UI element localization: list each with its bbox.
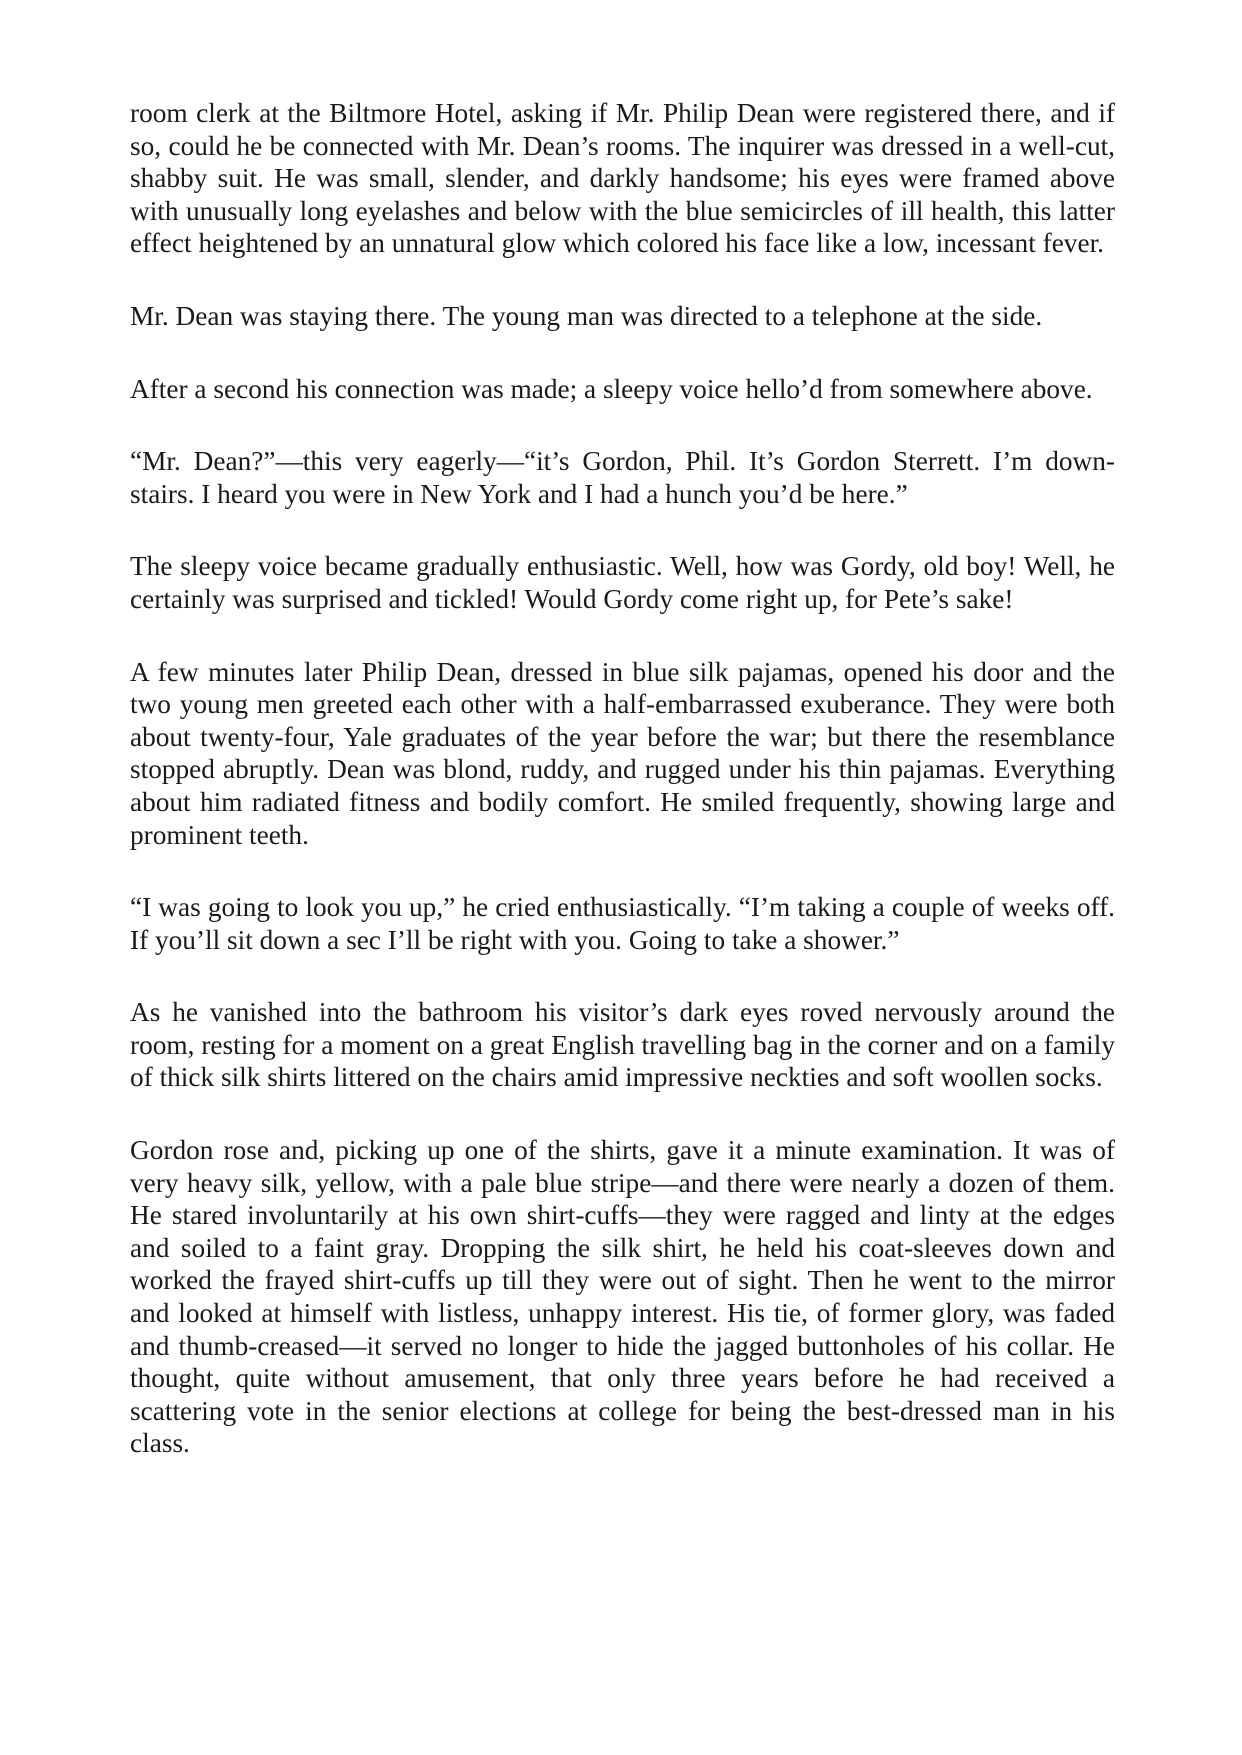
paragraph-8: As he vanished into the bathroom his visitor’s dark eyes roved nervously around the room, resting for a moment on a great English travelling bag in the corner and on a family of thick silk shirts littered on the chairs amid impressive neckties and soft woollen socks.	[130, 997, 1115, 1093]
paragraph-1: room clerk at the Biltmore Hotel, asking if Mr. Philip Dean were registered there, and if so, could he be connected with Mr. Dean’s rooms. The inquirer was dressed in a well-cut, shabby suit. He was small, slender, and darkly handsome; his eyes were framed above with unusually long eyelashes and below with the blue semicircles of ill health, this latter effect heightened by an unnatural glow which colored his face like a low, incessant fever.	[130, 98, 1115, 259]
paragraph-2: Mr. Dean was staying there. The young man was directed to a telephone at the side.	[130, 300, 1043, 331]
document-page	[130, 97, 1115, 1460]
paragraph-6: A few minutes later Philip Dean, dressed in blue silk pajamas, opened his door and the two young men greeted each other with a half-embarrassed exuberance. They were both about twenty-four, Yale graduates of the year before the war; but there the resemblance stopped abruptly. Dean was blond, ruddy, and rugged under his thin pajamas. Everything about him radiated fitness and bodily comfort. He smiled frequently, showing large and prominent teeth.	[130, 656, 1115, 850]
paragraph-4: “Mr. Dean?”—this very eagerly—“it’s Gordon, Phil. It’s Gordon Sterrett. I’m down-stairs. I heard you were in New York and I had a hunch you’d be here.”	[130, 446, 1115, 509]
paragraph-3: After a second his connection was made; a sleepy voice hello’d from somewhere above.	[130, 373, 1093, 404]
paragraph-5: The sleepy voice became gradually enthusiastic. Well, how was Gordy, old boy! Well, he certainly was surprised and tickled! Would Gordy come right up, for Pete’s sake!	[130, 551, 1115, 614]
paragraph-9: Gordon rose and, picking up one of the shirts, gave it a minute examination. It was of very heavy silk, yellow, with a pale blue stripe—and there were nearly a dozen of them. He stared involuntarily at his own shirt-cuffs—they were ragged and linty at the edges and soiled to a faint gray. Dropping the silk shirt, he held his coat-sleeves down and worked the frayed shirt-cuffs up till they were out of sight. Then he went to the mirror and looked at himself with listless, unhappy interest. His tie, of former glory, was faded and thumb-creased—it served no longer to hide the jagged buttonholes of his collar. He thought, quite without amusement, that only three years before he had received a scattering vote in the senior elections at college for being the best-dressed man in his class.	[130, 1135, 1115, 1459]
paragraph-7: “I was going to look you up,” he cried enthusiastically. “I’m taking a couple of weeks off. If you’ll sit down a sec I’ll be right with you. Going to take a shower.”	[130, 892, 1115, 955]
